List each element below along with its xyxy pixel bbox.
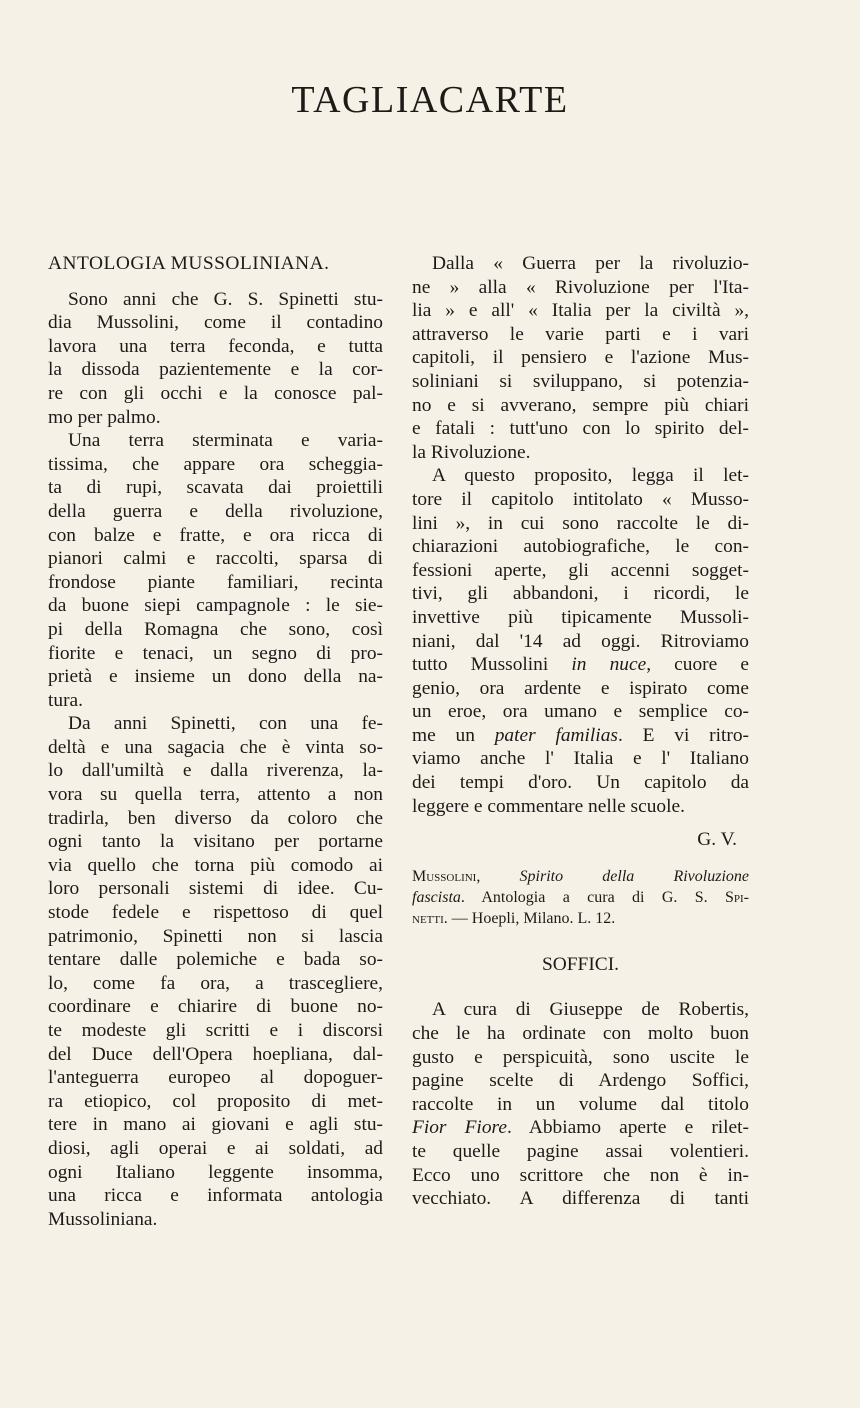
signature: G. V. [697, 829, 737, 851]
right-column [412, 252, 749, 1211]
text-line: che le ha ordinate con molto buon [412, 1023, 749, 1045]
section-heading-antologia: ANTOLOGIA MUSSOLINIANA. [48, 253, 330, 274]
text-line: tura. [48, 689, 83, 711]
text-line: vecchiato. A differenza di tanti [412, 1188, 749, 1210]
text-line: un eroe, ora umano e semplice co- [412, 701, 749, 723]
text-line: ogni Italiano leggente insomma, [48, 1161, 383, 1183]
text-line: pagine scelte di Ardengo Soffici, [412, 1070, 749, 1092]
right-paragraphs-b [412, 747, 749, 818]
text-line: diosi, agli operai e ai soldati, ad [48, 1137, 383, 1159]
text-line: tutto Mussolini in nuce, cuore e [412, 654, 749, 676]
text-line: chiarazioni autobiografiche, le con- [412, 536, 749, 558]
text-line: da buone siepi campagnole : le sie- [48, 595, 383, 617]
text-line: Da anni Spinetti, con una fe- [68, 713, 383, 735]
text-line: coordinare e chiarire di buone no- [48, 996, 383, 1018]
reference-line: Mussolini, Spirito della Rivoluzione [412, 867, 749, 885]
text-line: A cura di Giuseppe de Robertis, [432, 999, 749, 1021]
text-line: soliniani si sviluppano, si potenzia- [412, 370, 749, 392]
text-line: Mussoliniana. [48, 1208, 158, 1230]
text-line: Sono anni che G. S. Spinetti stu- [68, 288, 383, 310]
text-line: con balze e fratte, e ora ricca di [48, 524, 383, 546]
text-line: dei tempi d'oro. Un capitolo da [412, 772, 749, 794]
text-line: tradirla, ben diverso da coloro che [48, 807, 383, 829]
text-line: me un pater familias. E vi ritro- [412, 724, 749, 746]
left-paragraphs [48, 288, 383, 1232]
text-line: lini », in cui sono raccolte le di- [412, 512, 749, 534]
text-line: te quelle pagine assai volentieri. [412, 1141, 749, 1162]
text-line: Una terra sterminata e varia- [68, 430, 383, 452]
text-line: dia Mussolini, come il contadino [48, 312, 383, 334]
text-line: ne » alla « Rivoluzione per l'Ita- [412, 276, 749, 298]
text-line: A questo proposito, legga il let- [432, 465, 749, 487]
text-line: tentare dalle polemiche e bada so- [48, 949, 383, 971]
text-line: tere in mano ai giovani e agli stu- [48, 1114, 383, 1136]
text-line: una ricca e informata antologia [48, 1185, 383, 1207]
text-line: ra etiopico, col proposito di met- [48, 1090, 383, 1112]
text-line: leggere e commentare nelle scuole. [412, 795, 685, 817]
text-line: pi della Romagna che sono, così [48, 618, 383, 640]
text-line: del Duce dell'Opera hoepliana, dal- [48, 1043, 383, 1065]
text-line: lo dall'umiltà e dalla riverenza, la- [48, 760, 383, 782]
text-line: ta di rupi, scavata dai proiettili [48, 477, 383, 499]
text-line: stode fedele e rispettoso di quel [48, 902, 383, 924]
text-line: Dalla « Guerra per la rivoluzio- [432, 253, 749, 274]
text-line: attraverso le varie parti e i vari [412, 323, 749, 345]
text-line: l'anteguerra europeo al dopoguer- [48, 1067, 383, 1089]
text-line: tore il capitolo intitolato « Musso- [412, 488, 749, 510]
text-line: pianori calmi e raccolti, sparsa di [48, 548, 383, 570]
text-line: Fior Fiore. Abbiamo aperte e rilet- [412, 1117, 749, 1139]
text-line: gusto e perspicuità, sono uscite le [412, 1046, 749, 1068]
text-line: prietà e insieme un dono della na- [48, 666, 383, 688]
right-paragraphs-a [412, 252, 749, 653]
text-line: la Rivoluzione. [412, 441, 531, 463]
text-line: e fatali : tutt'uno con lo spirito del- [412, 418, 749, 440]
text-line: capitoli, il pensiero e l'azione Mus- [412, 347, 749, 369]
text-line: fessioni aperte, gli accenni sogget- [412, 559, 749, 581]
bibliographic-reference [412, 866, 749, 929]
text-line: genio, ora ardente e ispirato come [412, 677, 749, 699]
text-line: Ecco uno scrittore che non è in- [412, 1164, 749, 1186]
text-line: patrimonio, Spinetti non si lascia [48, 925, 383, 947]
page-title: TAGLIACARTE [291, 79, 569, 121]
text-line: loro personali sistemi di idee. Cu- [48, 878, 383, 900]
section-heading-soffici: SOFFICI. [541, 953, 620, 975]
text-line: mo per palmo. [48, 406, 161, 428]
text-line: te modeste gli scritti e i discorsi [48, 1020, 383, 1041]
text-line: lia » e all' « Italia per la civiltà », [412, 300, 749, 322]
text-line: tissima, che appare ora scheggia- [48, 453, 383, 475]
text-line: via quello che torna più comodo ai [48, 854, 383, 876]
text-line: re con gli occhi e la conosce pal- [48, 382, 383, 404]
text-line: viamo anche l' Italia e l' Italiano [412, 748, 749, 770]
text-line: no e si avverano, sempre più chiari [412, 394, 749, 416]
text-line: lo, come fa ora, a trascegliere, [48, 972, 383, 994]
left-column [48, 252, 383, 1231]
text-line: ogni tanto la visitano per portarne [48, 831, 383, 853]
reference-line: netti. — Hoepli, Milano. L. 12. [412, 909, 616, 927]
right-paragraphs-d [412, 1140, 749, 1211]
text-line: la dissoda pazientemente e la cor- [48, 359, 383, 381]
text-line: raccolte in un volume dal titolo [412, 1093, 749, 1115]
text-line: niani, dal '14 ad oggi. Ritroviamo [412, 630, 749, 652]
text-line: invettive più tipicamente Mussoli- [412, 606, 749, 628]
text-line: tivi, gli abbandoni, i ricordi, le [412, 583, 749, 605]
text-line: vora su quella terra, attento a non [48, 784, 383, 806]
right-paragraphs-c [412, 998, 749, 1116]
text-line: lavora una terra feconda, e tutta [48, 335, 383, 357]
text-line: fiorite e tenaci, un segno di pro- [48, 642, 383, 664]
text-line: frondose piante familiari, recinta [48, 571, 383, 593]
text-line: deltà e una sagacia che è vinta so- [48, 736, 383, 758]
reference-line: fascista. Antologia a cura di G. S. Spi- [412, 888, 749, 906]
text-line: della guerra e della rivoluzione, [48, 500, 383, 522]
